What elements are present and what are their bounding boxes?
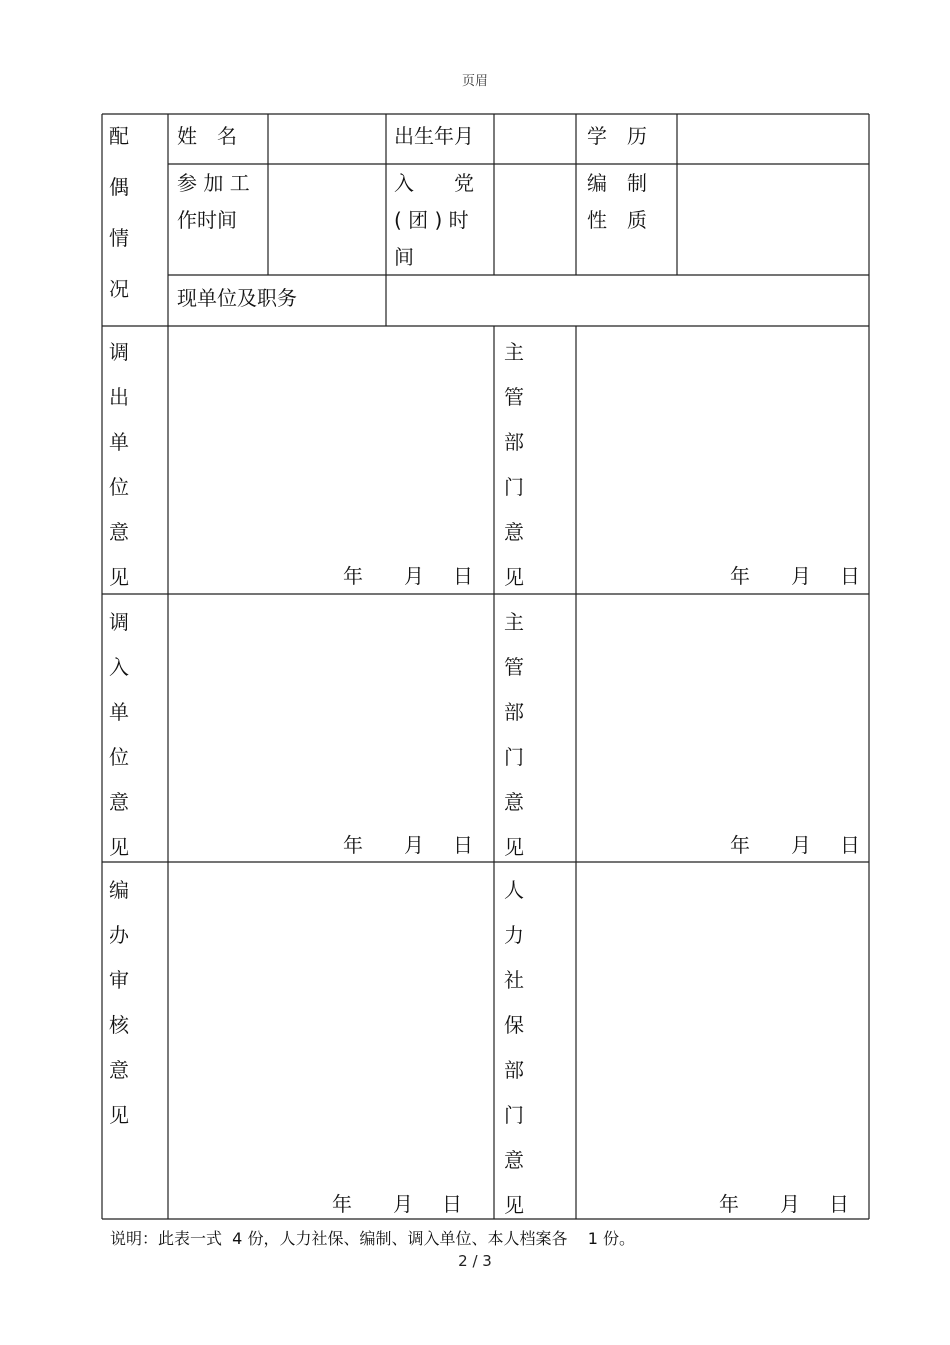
label-char: 核: [109, 1013, 129, 1037]
label-char: 调: [109, 610, 129, 634]
staffing-nature-label-line: 性 质: [587, 208, 647, 232]
label-char: 见: [504, 835, 524, 859]
spouse-label-char: 偶: [109, 175, 129, 199]
label-char: 见: [109, 565, 129, 589]
label-char: 主: [504, 610, 524, 634]
label-char: 出: [109, 385, 129, 409]
label-char: 位: [109, 475, 129, 499]
spouse-label-char: 况: [109, 277, 129, 301]
in-unit-opinion-label: [109, 612, 129, 857]
label-char: 力: [504, 923, 524, 947]
staffing-nature-label-line: 编 制: [587, 171, 647, 195]
label-char: 见: [504, 1193, 524, 1217]
label-char: 部: [504, 430, 524, 454]
label-char: 人: [504, 878, 524, 902]
education-label: 学 历: [587, 124, 647, 148]
label-char: 见: [109, 835, 129, 859]
birth-date-label: 出生年月: [394, 124, 474, 148]
date-day: 日: [840, 564, 860, 588]
spouse-label-char: 情: [109, 226, 129, 250]
label-char: 单: [109, 430, 129, 454]
label-char: 审: [109, 968, 129, 992]
date-year: 年: [332, 1192, 352, 1216]
label-char: 门: [504, 1103, 524, 1127]
label-char: 主: [504, 340, 524, 364]
party-join-label: [394, 173, 474, 267]
date-month: 月: [791, 564, 811, 588]
label-char: 调: [109, 340, 129, 364]
date-month: 月: [780, 1192, 800, 1216]
date-year: 年: [730, 833, 750, 857]
date-day: 日: [829, 1192, 849, 1216]
date-month: 月: [404, 833, 424, 857]
party-join-label-line: 入 党: [394, 171, 474, 195]
date-month: 月: [791, 833, 811, 857]
staffing-nature-label: [587, 173, 647, 230]
date-day: 日: [442, 1192, 462, 1216]
label-char: 门: [504, 475, 524, 499]
label-char: 单: [109, 700, 129, 724]
party-join-label-line: 间: [394, 245, 414, 269]
label-char: 见: [504, 565, 524, 589]
label-char: 位: [109, 745, 129, 769]
date-year: 年: [719, 1192, 739, 1216]
label-char: 意: [504, 520, 524, 544]
spouse-label-char: 配: [109, 124, 129, 148]
label-char: 管: [504, 385, 524, 409]
footnote: 说明：此表一式 4 份，人力社保、编制、调入单位、本人档案各 1 份。: [110, 1229, 636, 1248]
date-year: 年: [343, 564, 363, 588]
spouse-section-label: [109, 126, 129, 299]
date-month: 月: [393, 1192, 413, 1216]
date-day: 日: [840, 833, 860, 857]
label-char: 编: [109, 878, 129, 902]
work-start-label-line: 作时间: [177, 208, 237, 232]
hr-dept-opinion-label: [504, 880, 524, 1215]
page-number: 2 / 3: [458, 1252, 492, 1270]
name-label: 姓 名: [177, 124, 237, 148]
label-char: 部: [504, 700, 524, 724]
label-char: 意: [109, 1058, 129, 1082]
page-header: 页眉: [461, 74, 488, 89]
date-year: 年: [730, 564, 750, 588]
date-year: 年: [343, 833, 363, 857]
label-char: 办: [109, 923, 129, 947]
current-unit-label: 现单位及职务: [177, 286, 297, 310]
party-join-label-line: ( 团 ) 时: [394, 208, 469, 232]
label-char: 意: [504, 1148, 524, 1172]
label-char: 保: [504, 1013, 524, 1037]
label-char: 管: [504, 655, 524, 679]
authority-opinion-label-1: [504, 342, 524, 587]
date-month: 月: [404, 564, 424, 588]
label-char: 意: [109, 790, 129, 814]
out-unit-opinion-label: [109, 342, 129, 587]
date-day: 日: [453, 833, 473, 857]
label-char: 意: [109, 520, 129, 544]
authority-opinion-label-2: [504, 612, 524, 857]
staffing-office-opinion-label: [109, 880, 129, 1125]
work-start-label-line: 参 加 工: [177, 171, 250, 195]
label-char: 见: [109, 1103, 129, 1127]
date-day: 日: [453, 564, 473, 588]
label-char: 门: [504, 745, 524, 769]
work-start-label: [177, 173, 250, 230]
label-char: 意: [504, 790, 524, 814]
label-char: 入: [109, 655, 129, 679]
label-char: 部: [504, 1058, 524, 1082]
label-char: 社: [504, 968, 524, 992]
